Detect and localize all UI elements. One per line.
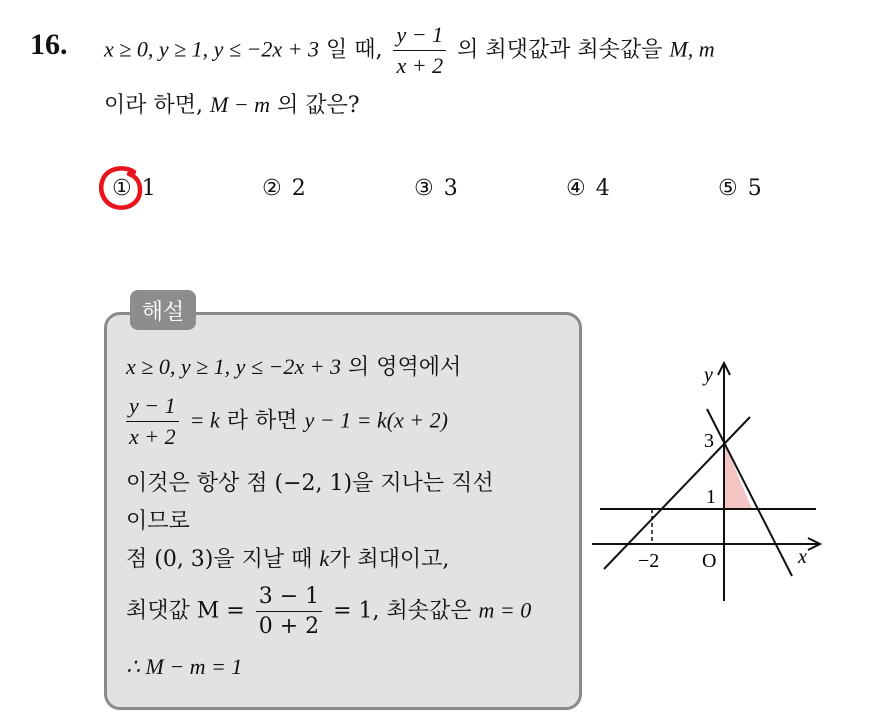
region-graph [590, 355, 830, 605]
solution-line-1 [126, 350, 461, 381]
sol-region-inequalities: x ≥ 0, y ≥ 1, y ≤ −2x + 3 [126, 354, 341, 379]
sol-fraction [126, 393, 179, 450]
sol-k: k [319, 546, 330, 571]
line2-text-a: 이라 하면, [104, 93, 203, 118]
choice-4[interactable] [566, 176, 610, 201]
sol-max-numerator: 3 − 1 [256, 584, 322, 612]
stem-tail: 의 최댓값과 최솟값을 [457, 37, 663, 63]
sol-max-denominator: 0 + 2 [258, 614, 320, 639]
connector-text: 일 때, [325, 37, 383, 63]
sol-conclusion: ∴ M − m = 1 [126, 654, 243, 679]
choice-2-value: 2 [291, 176, 306, 201]
target-fraction [393, 22, 446, 79]
choice-4-mark: ④ [566, 176, 586, 201]
question-line-2 [104, 88, 360, 119]
fraction-denominator: x + 2 [396, 53, 444, 78]
fraction-numerator: y − 1 [393, 22, 446, 51]
condition-inequalities: x ≥ 0, y ≥ 1, y ≤ −2x + 3 [104, 36, 319, 62]
sol-equals-k: = k [189, 407, 220, 433]
sol-max-label: 최댓값 M = [126, 598, 245, 624]
sol-min-text: = 1, 최솟값은 [333, 598, 472, 624]
answer-circle-mark [96, 164, 146, 214]
solution-line-2 [126, 393, 448, 450]
sol-max-text: 가 최대이고, [329, 547, 450, 572]
choice-5-mark: ⑤ [718, 176, 738, 201]
line2-text-b: 의 값은? [277, 93, 360, 118]
sol-region-text: 의 영역에서 [347, 355, 462, 380]
choice-4-value: 4 [595, 176, 610, 201]
tick-1-label: 1 [706, 486, 716, 508]
choice-3-value: 3 [443, 176, 458, 201]
sol-fraction-numerator: y − 1 [126, 393, 179, 422]
choice-3[interactable] [414, 176, 458, 201]
solution-line-4: 이므로 [126, 509, 190, 534]
choice-3-mark: ③ [414, 176, 434, 201]
sol-line-equation: y − 1 = k(x + 2) [304, 407, 448, 433]
sol-point-text: 점 (0, 3)을 지날 때 [126, 547, 313, 572]
tick-3-label: 3 [704, 430, 714, 452]
solution-line-7 [126, 654, 242, 680]
sol-fraction-denominator: x + 2 [129, 424, 176, 449]
x-axis-label: x [798, 546, 807, 568]
solution-line-5 [126, 542, 449, 573]
sol-min-value: m = 0 [478, 597, 532, 623]
tick-neg2-label: −2 [638, 550, 660, 572]
choice-1-mark: ① [112, 176, 132, 201]
question-line-1 [104, 22, 715, 79]
sol-max-fraction [256, 584, 322, 639]
line-y-minus-2x-plus-3 [707, 409, 792, 576]
solution-line-3: 이것은 항상 점 (−2, 1)을 지나는 직선 [126, 471, 494, 496]
sol-let-text: 라 하면 [226, 408, 298, 434]
choice-2-mark: ② [262, 176, 282, 201]
choice-1-value: 1 [141, 176, 156, 201]
origin-label: O [702, 550, 717, 572]
solution-line-6 [126, 584, 531, 639]
question-number: 16. [30, 28, 68, 61]
choice-2[interactable] [262, 176, 306, 201]
y-axis-label: y [704, 364, 713, 386]
variables-mm: M, m [669, 36, 715, 62]
choice-5[interactable] [718, 176, 762, 201]
line2-expression: M − m [210, 92, 271, 117]
solution-tag: 해설 [130, 290, 196, 330]
choice-5-value: 5 [747, 176, 762, 201]
